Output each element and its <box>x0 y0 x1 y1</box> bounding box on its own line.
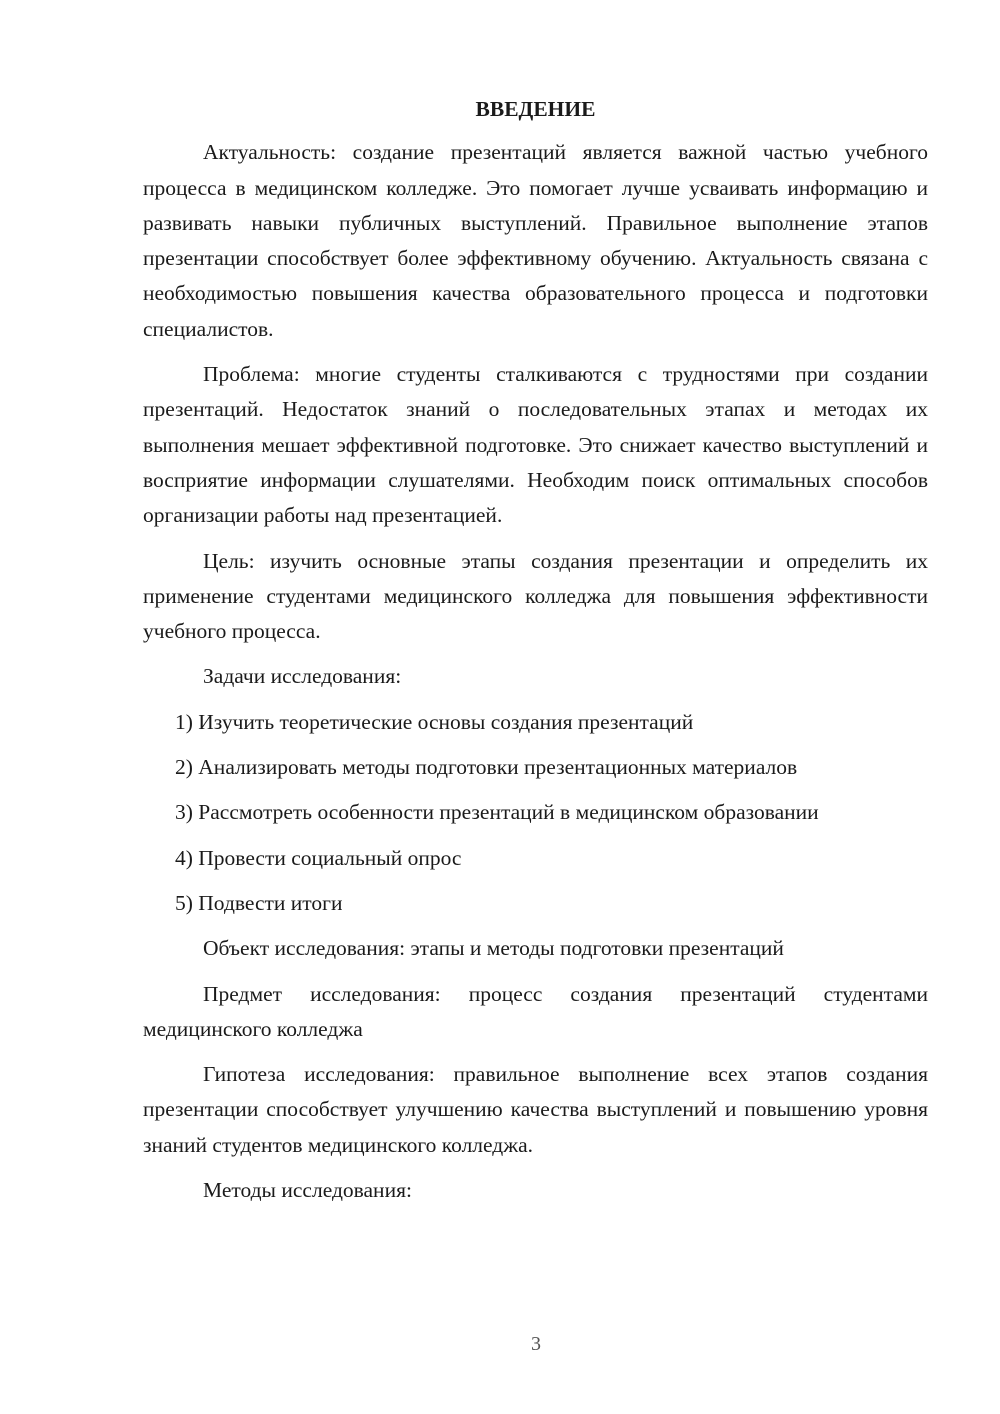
paragraph-goal: Цель: изучить основные этапы создания презентации и определить их применение студентами медицинского колледжа для повышения эффективности учебного процесса. <box>143 548 928 644</box>
tasks-heading: Задачи исследования: <box>203 664 402 689</box>
methods-heading: Методы исследования: <box>203 1178 412 1203</box>
paragraph-subject: Предмет исследования: процесс создания презентаций студентами медицинского колледжа <box>143 981 928 1041</box>
list-item: 2) Анализировать методы подготовки презентационных материалов <box>175 755 798 780</box>
list-item: 1) Изучить теоретические основы создания презентаций <box>175 709 694 734</box>
page-number: 3 <box>531 1333 541 1355</box>
page-content <box>143 92 928 1218</box>
section-title: ВВЕДЕНИЕ <box>475 97 596 121</box>
list-item: 3) Рассмотреть особенности презентаций в медицинском образовании <box>175 800 819 825</box>
paragraph-relevance: Актуальность: создание презентаций является важной частью учебного процесса в медицинском колледже. Это помогает лучше усваивать информацию и развивать навыки публичных выступлений. Правильное выполнение этапов презентации способствует более эффективному обучению. Актуальность связана с необходимостью повышения качества образовательного процесса и подготовки специалистов. <box>143 140 928 341</box>
list-item: 4) Провести социальный опрос <box>175 845 462 870</box>
tasks-list <box>143 705 928 921</box>
list-item: 5) Подвести итоги <box>175 890 343 915</box>
paragraph-hypothesis: Гипотеза исследования: правильное выполнение всех этапов создания презентации способствует улучшению качества выступлений и повышению уровня знаний студентов медицинского колледжа. <box>143 1062 928 1157</box>
paragraph-problem: Проблема: многие студенты сталкиваются с трудностями при создании презентаций. Недостаток знаний о последовательных этапах и методах их выполнения мешает эффективной подготовке. Это снижает качество выступлений и восприятие информации слушателями. Необходим поиск оптимальных способов организации работы над презентацией. <box>143 362 928 528</box>
paragraph-object: Объект исследования: этапы и методы подготовки презентаций <box>203 936 784 961</box>
